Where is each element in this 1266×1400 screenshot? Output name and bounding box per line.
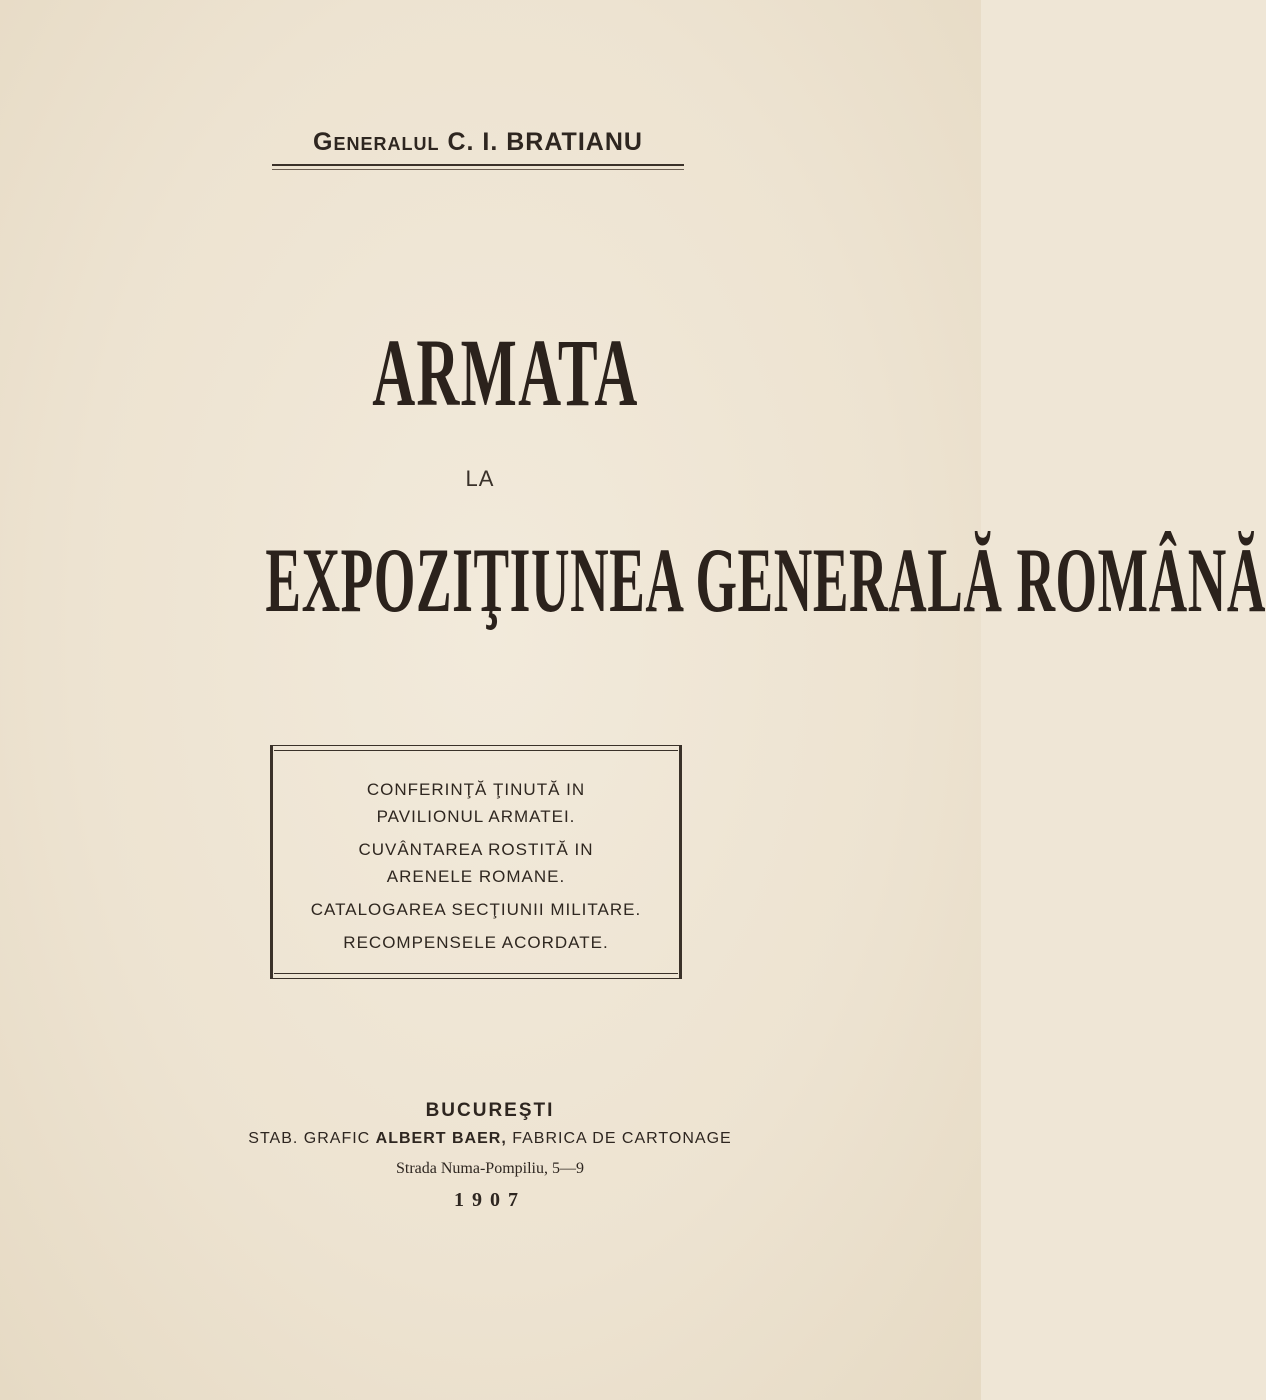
press-name: ALBERT BAER, <box>375 1130 507 1147</box>
press-prefix: STAB. GRAFIC <box>248 1130 371 1147</box>
author-name: C. I. BRATIANU <box>447 128 643 156</box>
contents-list <box>271 776 681 962</box>
contents-line: PAVILIONUL ARMATEI. <box>376 807 576 826</box>
imprint <box>150 1098 830 1216</box>
contents-line: CUVÂNTAREA ROSTITĂ IN <box>358 840 594 859</box>
imprint-city: BUCUREŞTI <box>425 1100 555 1121</box>
title-connector: LA <box>465 466 495 491</box>
title-subtitle: EXPOZIŢIUNEA GENERALĂ ROMÂNĂ <box>265 529 1266 631</box>
contents-line: ARENELE ROMANE. <box>386 867 566 886</box>
contents-item <box>271 896 681 923</box>
contents-line: CONFERINŢĂ ŢINUTĂ IN <box>366 780 586 799</box>
contents-box <box>270 745 682 979</box>
imprint-street: Strada Numa-Pompiliu, 5—9 <box>396 1160 584 1177</box>
contents-line: RECOMPENSELE ACORDATE. <box>343 933 609 952</box>
author-rule-thin <box>272 169 684 170</box>
author-prefix: Generalul <box>313 128 440 156</box>
press-suffix: FABRICA DE CARTONAGE <box>512 1130 732 1147</box>
imprint-press <box>150 1124 830 1154</box>
imprint-year: 1907 <box>454 1189 526 1211</box>
author-line <box>272 128 684 157</box>
contents-line: CATALOGAREA SECŢIUNII MILITARE. <box>310 900 642 919</box>
author-rule <box>272 164 684 166</box>
title-main: ARMATA <box>372 319 639 426</box>
contents-item <box>271 776 681 830</box>
contents-item <box>271 929 681 956</box>
contents-item <box>271 836 681 890</box>
